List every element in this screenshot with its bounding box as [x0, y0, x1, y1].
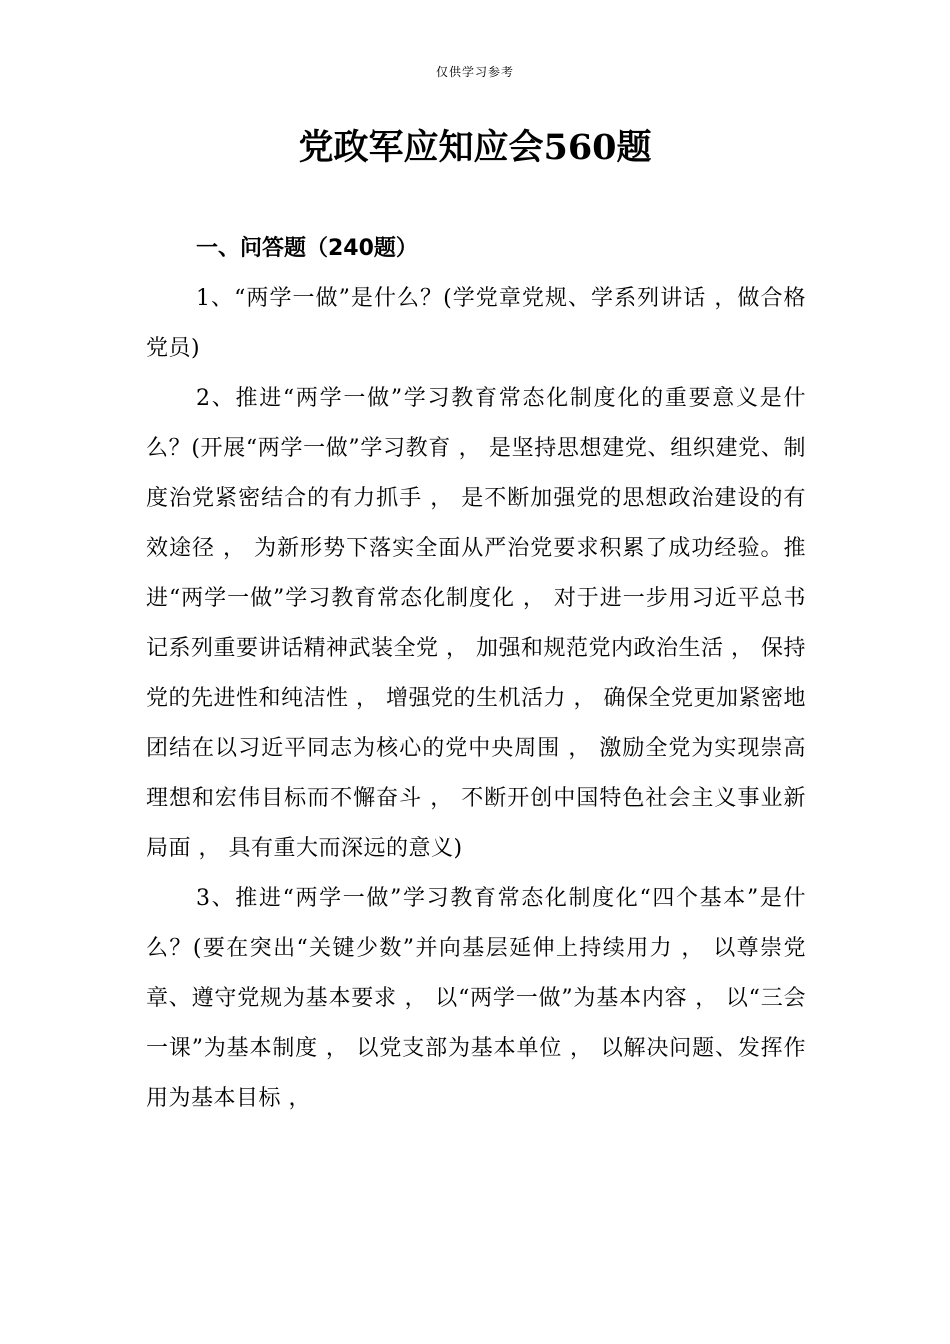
running-header: 仅供学习参考 — [435, 65, 514, 79]
question-2: 2、推进“两学一做”学习教育常态化制度化的重要意义是什么？(开展“两学一做”学习教育 ， 是坚持思想建党、组织建党、制度治党紧密结合的有力抓手 ， 是不断加强党的思想政治建设的有效途径 ， 为新形势下落实全面从严治党要求积累了成功经验。推进“两学一做”学习教育常态化制度化 ， 对于进一步用习近平总书记系列重要讲话精神武装全党 ， 加强和规范党内政治生活 ， 保持党的先进性和纯洁性 ， 增强党的生机活力 ， 确保全党更加紧密地团结在以习近平同志为核心的党中央周围 ， 激励全党为实现崇高理想和宏伟目标而不懈奋斗 ， 不断开创中国特色社会主义事业新局面 ， 具有重大而深远的意义) — [146, 386, 806, 861]
document-title: 党政军应知应会560题 — [298, 127, 652, 168]
document-body — [146, 224, 806, 1124]
question-3: 3、推进“两学一做”学习教育常态化制度化“四个基本”是什么？(要在突出“关键少数”并向基层延伸上持续用力 ， 以尊崇党章、遵守党规为基本要求 ， 以“两学一做”为基本内容 ， 以“三会一课”为基本制度 ， 以党支部为基本单位 ， 以解决问题、发挥作用为基本目标 ， — [146, 886, 806, 1111]
section-heading: 一、问答题（240题） — [196, 236, 418, 261]
question-1: 1、“两学一做”是什么？(学党章党规、学系列讲话 ，做合格党员) — [146, 286, 806, 361]
